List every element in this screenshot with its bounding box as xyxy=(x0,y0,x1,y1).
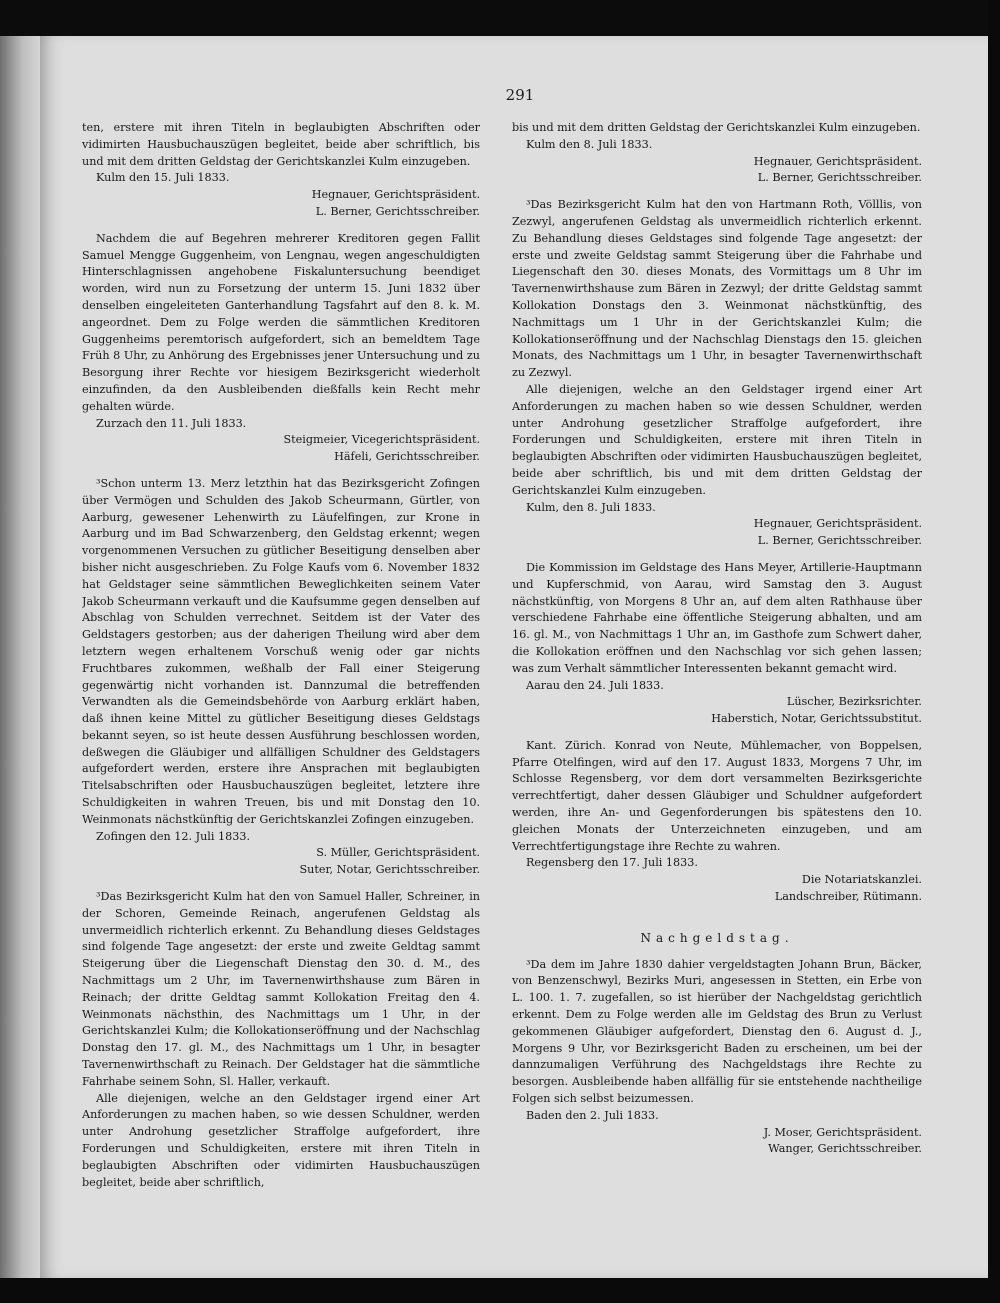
notice-signature: Haberstich, Notar, Gerichtssubstitut. xyxy=(711,712,922,726)
notice-signature: Lüscher, Bezirksrichter. xyxy=(786,695,922,709)
block-gap xyxy=(512,906,922,916)
notice-block xyxy=(512,728,922,906)
notice-block xyxy=(512,550,922,728)
notice-paragraph: ten, erstere mit ihren Titeln in beglaubigten Abschriften oder vidimirten Hausbuchauszügen begleitet, beide aber schriftlich, bis und mit dem dritten Geldstag der Gerichtskanzlei Kulm einzugeben. xyxy=(82,121,480,168)
notice-paragraph: bis und mit dem dritten Geldstag der Gerichtskanzlei Kulm einzugeben. xyxy=(512,121,921,134)
notice-signature: Die Notariatskanzlei. xyxy=(801,873,922,887)
notice-paragraph: ³Schon unterm 13. Merz letzthin hat das Bezirksgericht Zofingen über Vermögen und Schulden des Jakob Scheurmann, Gürtler, von Aarburg, gewesener Lehenwirth zu Läufelfingen, zur Krone in Aarburg und im Bad Schwarzenberg, den Geldstag erkennt; wegen vorgenommenen Versuchen zu gütlicher Beseitigung denselben aber bisher nicht ausgeschrieben. Zu Folge Kaufs vom 6. November 1832 hat Geldstager seine sämmtlichen Beweglichkeiten seinem Vater Jakob Scheurmann verkauft und die Kaufsumme gegen denselben auf Abschlag von Schulden verrechnet. Seitdem ist der Vater des Geldstagers gestorben; aus der daherigen Theilung wird aber dem letztern wegen erhaltenem Vorschuß wenig oder gar nichts Fruchtbares zukommen, weßhalb der Fall einer Steigerung gegenwärtig nicht vorhanden ist. Dannzumal die betreffenden Verwandten als die Gemeindsbehörde von Aarburg erklärt haben, daß ihnen keine Mittel zu gütlicher Beseitigung dieses Geldstags bekannt seyen, so ist heute dessen Ausführung beschlossen worden, deßwegen die Gläubiger und allfälligen Schuldner des Geldstagers aufgefordert werden, erstere ihre Ansprachen mit beglaubigten Titelsabschriften oder Hausbuchauszügen begleitet, letztere ihre Schuldigkeiten in wahren Treuen, bis und mit Donstag den 10. Weinmonats nächstkünftig der Gerichtskanzlei Zofingen einzugeben. xyxy=(82,476,480,826)
notice-block xyxy=(512,906,922,1158)
notice-block xyxy=(512,120,922,187)
notice-date: Aarau den 24. Juli 1833. xyxy=(526,678,664,692)
notice-paragraph: Alle diejenigen, welche an den Geldstager irgend einer Art Anforderungen zu machen haben so wie dessen Schuldner, werden unter Androhung gesetzlicher Straffolge aufgefordert, ihre Forderungen und Schuldigkeiten, erstere mit ihren Titeln in beglaubigten Abschriften oder vidimirten Hausbuchauszügen begleitet, beide aber schriftlich, bis und mit dem dritten Geldstag der Gerichtskanzlei Kulm einzugeben. xyxy=(512,382,922,497)
notice-paragraph: ³Da dem im Jahre 1830 dahier vergeldstagten Johann Brun, Bäcker, von Benzenschwyl, Bezirks Muri, angesessen in Stetten, ein Erbe von L. 100. 1. 7. zugefallen, so ist hierüber der Nachgeldstag gerichtlich erkennt. Dem zu Folge werden alle im Geldstag des Brun zu Verlust gekommenen Gläubiger aufgefordert, Dienstag den 6. August d. J., Morgens 9 Uhr, vor Bezirksgericht Baden zu erscheinen, um bei der dannzumaligen Verführung des Nachgeldstags ihre Rechte zu besorgen. Ausbleibende haben allfällig für sie entstehende nachtheilige Folgen sich selbst beizumessen. xyxy=(512,957,922,1106)
left-column xyxy=(82,120,480,1230)
notice-paragraph: Nachdem die auf Begehren mehrerer Kreditoren gegen Fallit Samuel Mengge Guggenheim, von Lengnau, wegen angeschuldigten Hinterschlagnissen angehobene Fiskaluntersuchung beendiget worden, wird nun zu Forsetzung der unterm 15. Juni 1832 über denselben eingeleiteten Ganterhandlung Tagsfahrt auf den 8. k. M. angeordnet. Dem zu Folge werden die sämmtlichen Kreditoren Guggenheims peremtorisch aufgefordert, sich an bemeldtem Tage Früh 8 Uhr, zu Anhörung des Ergebnisses jener Untersuchung und zu Besorgung ihrer Rechte vor hiesigem Bezirksgericht wiederholt einzufinden, da den Ausbleibenden dießfalls kein Recht mehr gehalten würde. xyxy=(82,231,480,413)
notice-paragraph: Die Kommission im Geldstage des Hans Meyer, Artillerie-Hauptmann und Kupferschmid, von Aarau, wird Samstag den 3. August nächstkünftig, von Morgens 8 Uhr an, auf dem alten Rathhause über verschiedene Fahrhabe eine öffentliche Steigerung abhalten, und am 16. gl. M., von Nachmittags 1 Uhr an, im Gasthofe zum Schwert daher, die Kollokation eröffnen und den Nachschlag vor sich gehen lassen; was zum Verhalt sämmtlicher Interessenten bekannt gemacht wird. xyxy=(512,560,922,675)
notice-signature: Steigmeier, Vicegerichtspräsident. xyxy=(283,433,480,447)
notice-date: Baden den 2. Juli 1833. xyxy=(526,1108,659,1122)
notice-paragraph: ³Das Bezirksgericht Kulm hat den von Hartmann Roth, Völllis, von Zezwyl, angerufenen Geldstag als unvermeidlich richterlich erkennt. Zu Behandlung dieses Geldstages sind folgende Tage angesetzt: der erste und zweite Geldstag sammt Steigerung über die Fahrhabe und Liegenschaft den 30. dieses Monats, des Vormittags um 8 Uhr im Tavernenwirthshause zum Bären in Zezwyl; der dritte Geldstag sammt Kollokation Donstags den 3. Weinmonat nächstkünftig, des Nachmittags um 1 Uhr in der Gerichtskanzlei Kulm; die Kollokationseröffnung und der Nachschlag Dienstags den 15. gleichen Monats, des Nachmittags um 1 Uhr, in besagter Tavernenwirthschaft zu Zezwyl. xyxy=(512,198,922,380)
notice-block xyxy=(82,466,480,879)
document-page xyxy=(40,36,988,1278)
book-spine xyxy=(0,36,40,1278)
notice-signature: Landschreiber, Rütimann. xyxy=(774,890,922,904)
notice-signature: Häfeli, Gerichtsschreiber. xyxy=(334,450,480,464)
notice-date: Kulm, den 8. Juli 1833. xyxy=(526,500,656,514)
notice-date: Zofingen den 12. Juli 1833. xyxy=(96,829,251,843)
notice-block xyxy=(82,879,480,1191)
notice-date: Kulm den 15. Juli 1833. xyxy=(96,171,230,185)
block-gap xyxy=(512,728,922,738)
notice-signature: Hegnauer, Gerichtspräsident. xyxy=(753,517,922,531)
notice-signature: L. Berner, Gerichtsschreiber. xyxy=(315,204,480,218)
block-gap xyxy=(512,187,922,197)
page-number: 291 xyxy=(505,86,535,104)
notice-signature: J. Moser, Gerichtspräsident. xyxy=(763,1125,922,1139)
notice-signature: Suter, Notar, Gerichtsschreiber. xyxy=(299,863,480,877)
notice-block xyxy=(512,187,922,550)
block-gap xyxy=(512,550,922,560)
block-gap xyxy=(82,879,480,889)
notice-signature: Hegnauer, Gerichtspräsident. xyxy=(311,188,480,202)
scan-border-top xyxy=(0,0,1000,36)
notice-date: Kulm den 8. Juli 1833. xyxy=(526,137,653,151)
notice-signature: L. Berner, Gerichtsschreiber. xyxy=(757,171,922,185)
notice-signature: Wanger, Gerichtsschreiber. xyxy=(768,1142,922,1156)
right-column xyxy=(512,120,922,1230)
notice-block xyxy=(82,120,480,221)
scan-border-right xyxy=(988,0,1000,1303)
notice-signature: Hegnauer, Gerichtspräsident. xyxy=(753,154,922,168)
notice-block xyxy=(82,221,480,466)
notice-signature: L. Berner, Gerichtsschreiber. xyxy=(757,534,922,548)
notice-paragraph: Kant. Zürich. Konrad von Neute, Mühlemacher, von Boppelsen, Pfarre Otelfingen, wird auf den 17. August 1833, Morgens 7 Uhr, im Schlosse Regensberg, vor dem dort versammelten Bezirksgerichte verrechtfertigt, daher dessen Gläubiger und Schuldner aufgefordert werden, ihre An- und Gegenforderungen bis spätestens den 10. gleichen Monats der Unterzeichneten einzugeben, und am Verrechtfertigungstage ihre Rechte zu wahren. xyxy=(512,738,922,853)
notice-date: Regensberg den 17. Juli 1833. xyxy=(526,856,698,870)
notice-signature: S. Müller, Gerichtspräsident. xyxy=(316,846,480,860)
block-gap xyxy=(82,466,480,476)
notice-paragraph: Alle diejenigen, welche an den Geldstager irgend einer Art Anforderungen zu machen haben, so wie dessen Schuldner, werden unter Androhung gesetzlicher Straffolge aufgefordert, ihre Forderungen und Schuldigkeiten, erstere mit ihren Titeln in beglaubigten Abschriften oder vidimirten Hausbuchauszügen begleitet, beide aber schriftlich, xyxy=(82,1091,480,1189)
block-gap xyxy=(82,221,480,231)
notice-date: Zurzach den 11. Juli 1833. xyxy=(96,416,247,430)
section-heading: Nachgeldstag. xyxy=(640,930,794,945)
notice-paragraph: ³Das Bezirksgericht Kulm hat den von Samuel Haller, Schreiner, in der Schoren, Gemeinde Reinach, angerufenen Geldstag als unvermeidlich richterlich erkennt. Zu Behandlung dieses Geldstages sind folgende Tage angesetzt: der erste und zweite Geldtag sammt Steigerung über die Liegenschaft Dienstag den 30. d. M., des Nachmittags um 2 Uhr, im Tavernenwirthshause zum Bären in Reinach; der dritte Geldtag sammt Kollokation Freitag den 4. Weinmonats nächsthin, des Nachmittags um 1 Uhr, in der Gerichtskanzlei Kulm; die Kollokationseröffnung und der Nachschlag Donstag den 17. gl. M., des Nachmittags um 1 Uhr, in besagter Tavernenwirthschaft zu Reinach. Der Geldstager hat die sämmtliche Fahrhabe seinem Sohn, Sl. Haller, verkauft. xyxy=(82,890,480,1088)
scan-border-bottom xyxy=(0,1278,1000,1303)
